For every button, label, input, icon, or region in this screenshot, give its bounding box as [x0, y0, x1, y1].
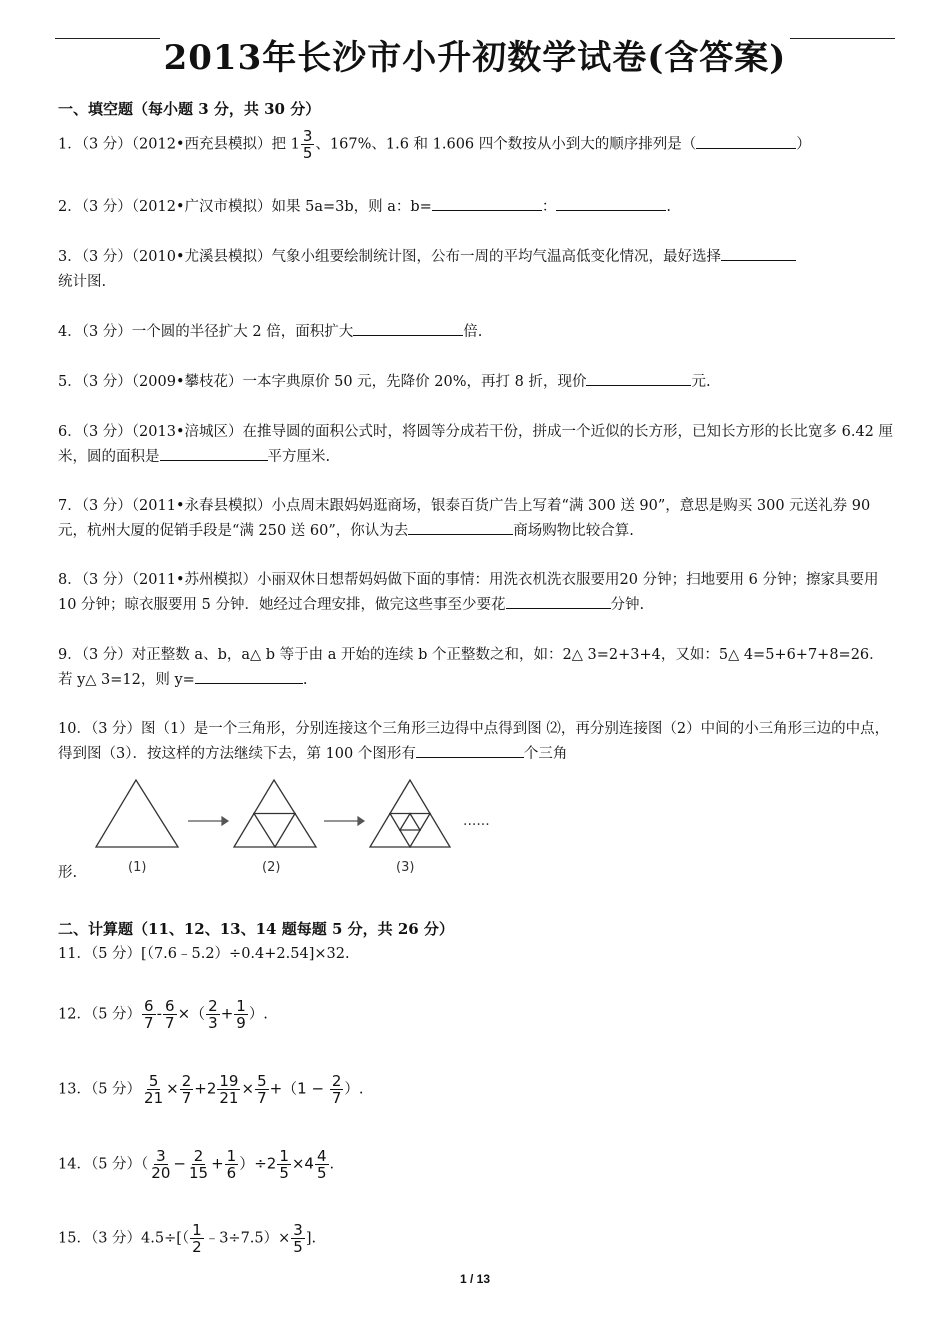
answer-blank [353, 321, 463, 336]
triangle-2-inner [254, 814, 295, 848]
answer-blank [586, 371, 691, 386]
triangle-1 [96, 780, 178, 847]
answer-blank [556, 196, 666, 211]
question-4: 4．（3 分）一个圆的半径扩大 2 倍，面积扩大 倍. [58, 320, 898, 345]
question-2: 2．（3 分）（2012•广汉市模拟）如果 5a=3b，则 a：b= ： . [58, 195, 898, 220]
question-3: 3．（3 分）（2010•尤溪县模拟）气象小组要绘制统计图，公布一周的平均气温高低变化情况，最好选择 统计图. [58, 245, 898, 295]
question-1: 1．（3 分）（2012•西充县模拟）把 1 $\frac{3}{5}$ 、167%、1.6 和 1.606 四个数按从小到大的顺序排列是（ ） [58, 127, 811, 162]
answer-blank [408, 520, 513, 535]
answer-blank [195, 669, 303, 684]
figure-label-2: (2) [262, 860, 281, 875]
question-12: 12．（5 分） $\frac{6}{7}$ - $\frac{6}{7}$ ×（ $\frac{2}{3}$ + $\frac{1}{9}$ ）. [58, 997, 268, 1032]
question-10: 10．（3 分）图（1）是一个三角形，分别连接这个三角形三边得中点得到图 ⑵，再分别连接图（2）中间的小三角形三边的中点，得到图（3）．按这样的方法继续下去，第 100 个图形有 个三角 [58, 721, 890, 762]
answer-blank [506, 594, 611, 609]
question-8: 8．（3 分）（2011•苏州模拟）小丽双休日想帮妈妈做下面的事情：用洗衣机洗衣服要用20 分钟；扫地要用 6 分钟；擦家具要用 10 分钟；晾衣服要用 5 分钟．她经过合理安排，做完这些事至少要花 分钟. [58, 572, 879, 613]
continuation-dots: ...... [463, 813, 490, 829]
question-9: 9．（3 分）对正整数 a、b，a△ b 等于由 a 开始的连续 b 个正整数之和，如：2△ 3=2+3+4，又如：5△ 4=5+6+7+8=26．若 y△ 3=12，则 y= . [58, 647, 884, 688]
section-heading-calculation: 二、计算题（11、12、13、14 题每题 5 分，共 26 分） [58, 920, 454, 938]
question-13: 13．（5 分） $\frac{5}{21}$ × $\frac{2}{7}$ +2 $\frac{19}{21}$ × $\frac{5}{7}$ +（1 − $\frac{2}{7}$ ）. [58, 1072, 364, 1107]
question-7: 7．（3 分）（2011•永春县模拟）小点周末跟妈妈逛商场，银泰百货广告上写着“满 300 送 90”，意思是购买 300 元送礼券 90 元，杭州大厦的促销手段是“满 250 送 60”，你认为去 商场购物比较合算. [58, 498, 871, 539]
question-6: 6．（3 分）（2013•涪城区）在推导圆的面积公式时，将圆等分成若干份，拼成一个近似的长方形，已知长方形的长比宽多 6.42 厘米，圆的面积是 平方厘米. [58, 424, 894, 465]
figure-label-3: (3) [396, 860, 415, 875]
section-heading-fill-blank: 一、填空题（每小题 3 分，共 30 分） [58, 100, 321, 118]
answer-blank [696, 134, 796, 149]
figure-label-1: (1) [128, 860, 147, 875]
page-title: 2013年长沙市小升初数学试卷(含答案) [0, 30, 950, 79]
triangle-3-innermost [400, 814, 420, 831]
question-14: 14．（5 分）（ $\frac{3}{20}$ − $\frac{2}{15}$ + $\frac{1}{6}$ ）÷2 $\frac{1}{5}$ ×4 $\frac{4}{5}$ . [58, 1147, 335, 1182]
question-15: 15．（3 分）4.5÷[（ $\frac{1}{2}$ ﹣3÷7.5）× $\frac{3}{5}$ ]. [58, 1221, 317, 1256]
page-number: 1 / 13 [459, 1272, 491, 1286]
fraction: $\frac{3}{5}$ [302, 127, 313, 162]
answer-blank [721, 246, 796, 261]
answer-blank [432, 196, 542, 211]
question-5: 5．（3 分）（2009•攀枝花）一本字典原价 50 元，先降价 20%，再打 8 折，现价 元. [58, 370, 898, 395]
answer-blank [160, 446, 268, 461]
answer-blank [416, 743, 524, 758]
question-11: 11．（5 分）[（7.6﹣5.2）÷0.4+2.54]×32. [58, 946, 350, 962]
question-10-continued: 形. [58, 865, 78, 881]
